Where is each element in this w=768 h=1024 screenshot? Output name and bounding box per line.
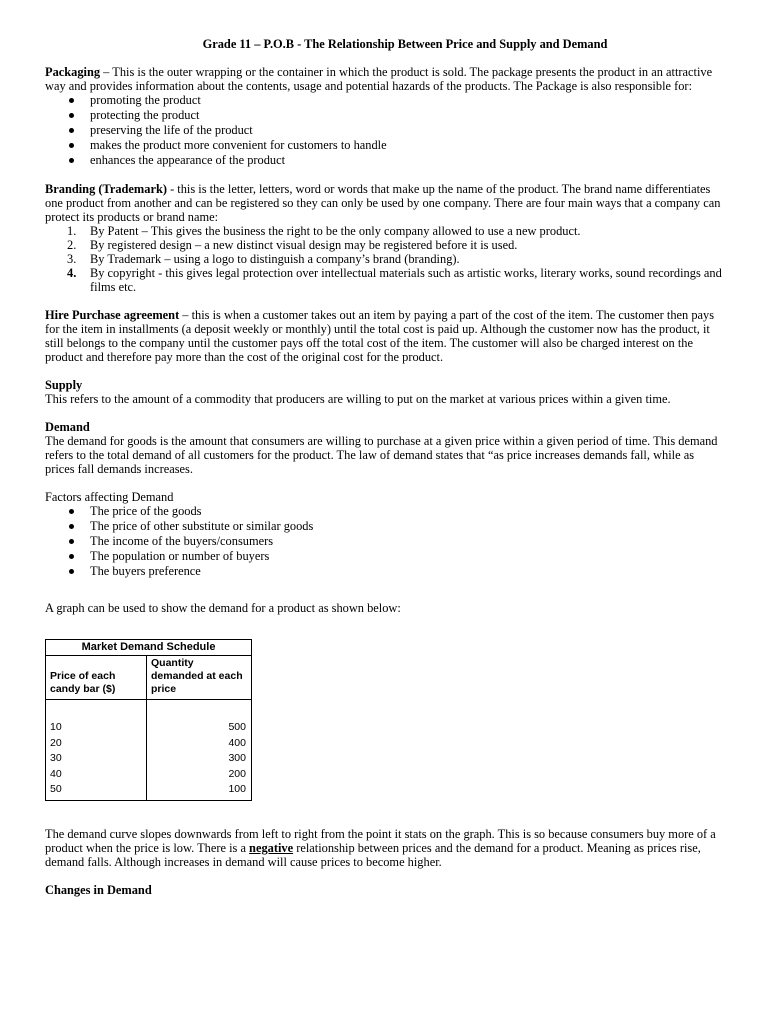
list-item: The population or number of buyers [45, 549, 725, 564]
supply-section [45, 378, 725, 406]
curve-emphasis: negative [249, 840, 294, 855]
list-item: The price of other substitute or similar goods [45, 519, 725, 534]
price-value: 20 [50, 736, 62, 749]
branding-term: Branding (Trademark) [45, 182, 167, 196]
list-text: By Trademark – using a logo to distinguish a company’s brand (branding). [90, 252, 460, 266]
list-item: The buyers preference [45, 564, 725, 579]
list-item: preserving the life of the product [45, 123, 725, 138]
packaging-section [45, 65, 725, 168]
quantity-value: 200 [228, 767, 246, 780]
factors-section [45, 490, 725, 579]
list-item [45, 252, 725, 266]
list-item: enhances the appearance of the product [45, 153, 725, 168]
list-number: 4. [67, 266, 77, 280]
packaging-term: Packaging [45, 65, 101, 79]
graph-intro: A graph can be used to show the demand for a product as shown below: [45, 601, 401, 615]
list-text: By Patent – This gives the business the right to be the only company allowed to use a new product. [90, 224, 581, 238]
list-text: By copyright - this gives legal protection over intellectual materials such as artistic works, literary works, sound recordings and films etc. [90, 266, 722, 294]
demand-heading-text: Demand [45, 420, 90, 434]
column-header-quantity: Quantity demanded at each price [147, 656, 252, 700]
hire-purchase-section [45, 308, 725, 364]
factors-heading: Factors affecting Demand [45, 490, 174, 504]
market-demand-schedule-table [45, 639, 252, 801]
curve-text-before: The demand curve slopes downwards from left to right from the point it stats on the graph. This is so because consumers buy more of a product when the price is low. There is a [45, 826, 716, 855]
page-title: Grade 11 – P.O.B - The Relationship Between Price and Supply and Demand [202, 37, 608, 51]
list-item [45, 224, 725, 238]
price-value: 40 [50, 767, 62, 780]
quantity-value: 300 [228, 752, 246, 764]
price-value: 50 [50, 783, 62, 795]
branding-paragraph [45, 182, 725, 224]
supply-text: This refers to the amount of a commodity that producers are willing to put on the market at various prices within a given time. [45, 392, 671, 406]
branding-list [45, 224, 725, 294]
list-item [45, 238, 725, 252]
document-page [45, 37, 725, 897]
supply-heading-text: Supply [45, 378, 83, 392]
hire-purchase-term: Hire Purchase agreement [45, 308, 180, 322]
branding-section [45, 182, 725, 294]
list-item: The price of the goods [45, 504, 725, 519]
packaging-text: – This is the outer wrapping or the container in which the product is sold. The package presents the product in an attractive way and provides information about the contents, usage and potential hazards of the products. The Package is also responsible for: [45, 65, 713, 93]
table-caption: Market Demand Schedule [46, 640, 252, 656]
list-number: 1. [67, 224, 77, 238]
price-column-cell [46, 700, 147, 801]
list-text: By registered design – a new distinct visual design may be registered before it is used. [90, 238, 518, 252]
branding-text: - this is the letter, letters, word or words that make up the name of the product. The brand name differentiates one product from another and can be registered so they can only be used by one company. There are four main ways that a company can protect its products or brand name: [45, 182, 721, 224]
changes-heading-text: Changes in Demand [45, 882, 152, 897]
demand-section [45, 420, 725, 476]
quantity-value: 400 [228, 736, 246, 749]
list-number: 2. [67, 238, 77, 252]
hire-purchase-text: – this is when a customer takes out an item by paying a part of the cost of the item. The customer then pays for the item in installments (a deposit weekly or monthly) until the total cost is paid up. Although the customer now has the product, it still belongs to the company until the customer pays off the total cost of the item. The customer will also be charged interest on the product and therefore pay more than the cost of the original cost for the product. [45, 308, 715, 364]
curve-text-after: relationship between prices and the demand for a product. Meaning as prices rise, demand falls. Although increases in demand will cause prices to become higher. [45, 840, 701, 869]
hire-purchase-paragraph [45, 308, 725, 364]
demand-curve-paragraph [45, 827, 725, 869]
demand-text: The demand for goods is the amount that consumers are willing to purchase at a given price within a given period of time. This demand refers to the total demand of all customers for the product. The law of demand states that “as price increases demands fall, while as prices fall demands increases. [45, 434, 718, 476]
price-value: 10 [50, 721, 62, 733]
price-value: 30 [50, 752, 62, 764]
packaging-paragraph [45, 65, 725, 93]
list-item: The income of the buyers/consumers [45, 534, 725, 549]
quantity-column-cell [147, 700, 252, 801]
demand-heading [45, 420, 725, 434]
list-item: promoting the product [45, 93, 725, 108]
factors-list [45, 504, 725, 579]
packaging-list [45, 93, 725, 168]
list-number: 3. [67, 252, 77, 266]
list-item: protecting the product [45, 108, 725, 123]
list-item: makes the product more convenient for customers to handle [45, 138, 725, 153]
supply-heading [45, 378, 725, 392]
changes-in-demand-heading [45, 883, 725, 897]
quantity-value: 100 [228, 783, 246, 795]
quantity-value: 500 [228, 721, 246, 733]
list-item [45, 266, 725, 294]
column-header-price: Price of each candy bar ($) [46, 656, 147, 700]
